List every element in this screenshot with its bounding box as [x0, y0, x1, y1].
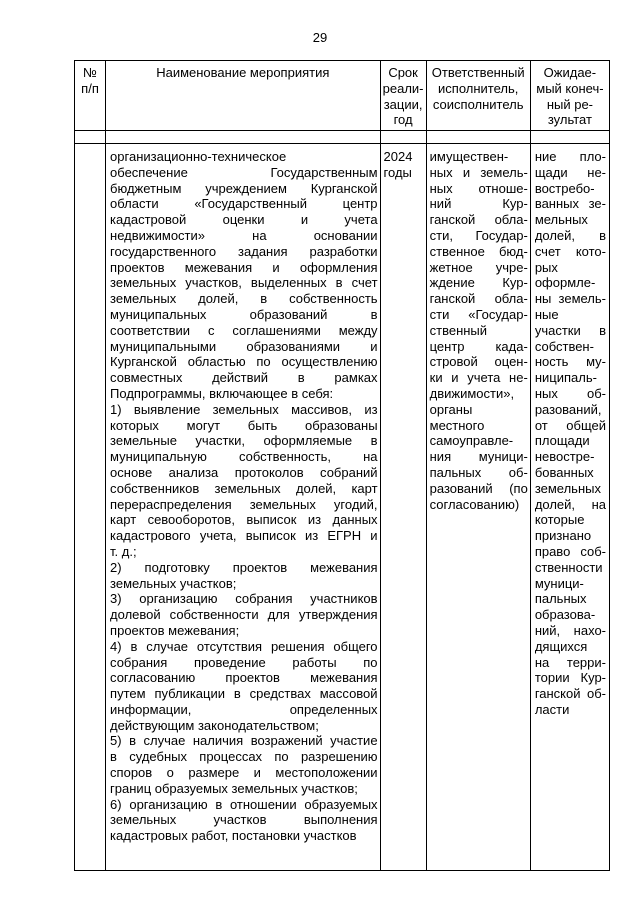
text-line: 2024	[383, 149, 413, 164]
text-line: ганской обла-	[429, 212, 528, 228]
text-line: области «Государственный центр	[110, 196, 378, 212]
header-activity-name: Наименование мероприятия	[106, 61, 381, 131]
activity-name-text	[106, 144, 380, 844]
text-line: имуществен-	[429, 149, 509, 164]
text-line: сти «Государ-	[429, 306, 528, 322]
text-line: ждение Кур-	[429, 275, 528, 291]
text-line: ственное бюд-	[429, 243, 528, 259]
text-line: образова-	[534, 607, 596, 623]
text-line: ния муници-	[429, 449, 528, 465]
text-line: 4) в случае отсутствия решения общего	[110, 638, 378, 654]
text-line: долей, в	[534, 227, 606, 243]
text-line: ных об-	[534, 385, 606, 401]
text-line: 5) в случае наличия возражений участие	[110, 733, 378, 749]
text-line: мельных	[534, 212, 588, 228]
text-line: ственности	[534, 559, 603, 575]
text-line: карт севооборотов, выписок из данных	[110, 512, 378, 528]
table-row	[75, 144, 610, 871]
text-line: в судебных процессах по разрешению	[110, 749, 378, 765]
text-line: путем публикации в средствах массовой	[110, 686, 378, 702]
text-line: участки в	[534, 322, 606, 338]
text-line: щади не-	[534, 164, 606, 180]
text-line: 2) подготовку проектов межевания	[110, 559, 378, 575]
text-line: разований (по	[429, 480, 528, 496]
text-line: земельных участков;	[110, 575, 237, 591]
responsible-text	[427, 144, 530, 512]
row-number-cell	[75, 144, 106, 871]
text-line: т. д.;	[110, 543, 137, 559]
text-line: кадастровых работ, постановки участков	[110, 828, 357, 844]
text-line: бованных	[534, 464, 594, 480]
text-line: недвижимости» на основании	[110, 227, 378, 243]
term-text	[381, 144, 426, 181]
text-line: 1) выявление земельных массивов, из	[110, 401, 378, 417]
text-line: Подпрограммы, включающее в себя:	[110, 385, 334, 401]
text-line: собствен-	[534, 338, 594, 354]
text-line: движимости»,	[429, 385, 515, 401]
text-line: собственников земельных долей, карт	[110, 480, 378, 496]
text-line: органы	[429, 401, 473, 417]
header-number: № п/п	[75, 61, 106, 131]
text-line: государственного задания разработки	[110, 243, 378, 259]
text-line: основе анализа протоколов собраний	[110, 464, 378, 480]
text-line: признано	[534, 528, 592, 544]
text-line: муниципальных образований в	[110, 306, 378, 322]
text-line: тории Кур-	[534, 670, 606, 686]
text-line: оформле-	[534, 275, 596, 291]
text-line: информации, определенных	[110, 701, 378, 717]
text-line: земельных участков, выделенных в счет	[110, 275, 378, 291]
expected-result-cell	[530, 144, 609, 871]
text-line: муниципальными образованиями и	[110, 338, 378, 354]
text-line: от общей	[534, 417, 606, 433]
responsible-cell	[426, 144, 530, 871]
text-line: долевой собственности для утверждения	[110, 607, 378, 623]
text-line: бюджетным учреждением Курганской	[110, 180, 378, 196]
text-line: местного	[429, 417, 485, 433]
text-line: земельных долей, в собственность	[110, 291, 378, 307]
text-line: востребо-	[534, 180, 595, 196]
text-line: муници-	[534, 575, 584, 591]
text-line: жетное учре-	[429, 259, 528, 275]
text-line: ганской об-	[534, 686, 606, 702]
text-line: ных и земель-	[429, 164, 528, 180]
text-line: земельных	[534, 480, 601, 496]
text-line: пальных об-	[429, 464, 528, 480]
text-line: пальных	[534, 591, 587, 607]
expected-result-text	[531, 144, 609, 718]
header-expected-result: Ожидае- мый конеч- ный ре- зультат	[530, 61, 609, 131]
text-line: право соб-	[534, 543, 606, 559]
text-line: соответствии с соглашениями между	[110, 322, 378, 338]
text-line: ганской обла-	[429, 291, 528, 307]
text-line: 3) организацию собрания участников	[110, 591, 378, 607]
text-line: ных отноше-	[429, 180, 528, 196]
text-line: ки и учета не-	[429, 370, 528, 386]
text-line: разований,	[534, 401, 602, 417]
text-line: земельные участки, оформляемые в	[110, 433, 378, 449]
text-line: собрания проведение работы по	[110, 654, 378, 670]
text-line: ние пло-	[534, 149, 606, 164]
text-line: ные	[534, 306, 559, 322]
text-line: действующим законодательством;	[110, 717, 319, 733]
text-line: ванных зе-	[534, 196, 606, 212]
text-line: проектов межевания;	[110, 622, 240, 638]
text-line: согласованию)	[429, 496, 520, 512]
activity-name-cell	[106, 144, 381, 871]
text-line: ниципаль-	[534, 370, 597, 386]
text-line: кадастрового учета, выписок из ЕГРН и	[110, 528, 378, 544]
text-line: кадастровой оценки и учета	[110, 212, 378, 228]
text-line: 6) организацию в отношении образуемых	[110, 796, 378, 812]
text-line: дящихся	[534, 638, 588, 654]
text-line: стровой оцен-	[429, 354, 528, 370]
text-line: самоуправле-	[429, 433, 514, 449]
text-line: организационно-техническое	[110, 149, 287, 164]
text-line: центр када-	[429, 338, 528, 354]
text-line: ственный	[429, 322, 488, 338]
text-line: на терри-	[534, 654, 606, 670]
text-line: ны земель-	[534, 291, 606, 307]
text-line: обеспечение Государственным	[110, 164, 378, 180]
text-line: площади	[534, 433, 590, 449]
text-line: счет кото-	[534, 243, 606, 259]
text-line: совместных действий в рамках	[110, 370, 378, 386]
text-line: ласти	[534, 701, 570, 717]
table-gap-row	[75, 131, 610, 144]
text-line: ний, нахо-	[534, 622, 606, 638]
text-line: перераспределения земельных угодий,	[110, 496, 378, 512]
text-line: невостре-	[534, 449, 595, 465]
header-term: Срок реали- зации, год	[380, 61, 426, 131]
activities-table	[74, 60, 610, 871]
text-line: земельных участков выполнения	[110, 812, 378, 828]
table-header-row	[75, 61, 610, 131]
text-line: долей, на	[534, 496, 606, 512]
text-line: Курганской областью по осуществлению	[110, 354, 378, 370]
text-line: ность му-	[534, 354, 606, 370]
text-line: рых	[534, 259, 558, 275]
text-line: согласованию проектов межевания	[110, 670, 378, 686]
text-line: границ образуемых земельных участков;	[110, 780, 358, 796]
header-responsible: Ответственный исполнитель, соисполнитель	[426, 61, 530, 131]
text-line: годы	[383, 164, 412, 180]
text-line: споров о размере и местоположении	[110, 765, 378, 781]
text-line: сти, Государ-	[429, 227, 528, 243]
text-line: которые	[534, 512, 585, 528]
text-line: ний Кур-	[429, 196, 528, 212]
text-line: муниципальную собственность, на	[110, 449, 378, 465]
term-cell	[380, 144, 426, 871]
text-line: проектов межевания и оформления	[110, 259, 378, 275]
page-number: 29	[312, 30, 328, 45]
text-line: которых могут быть образованы	[110, 417, 378, 433]
